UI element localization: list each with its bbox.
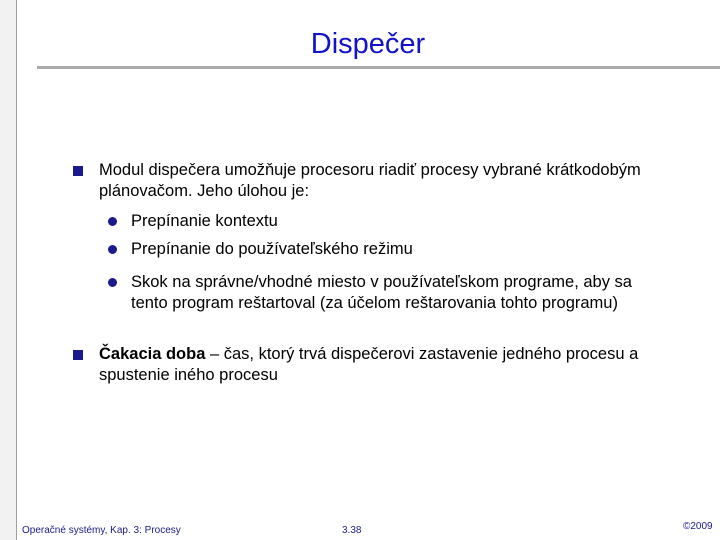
square-bullet-icon	[73, 350, 83, 360]
round-bullet-icon	[108, 245, 117, 254]
round-bullet-icon	[108, 217, 117, 226]
sub-bullet-text-2: Prepínanie do používateľského režimu	[131, 240, 413, 258]
sub-bullet-text-1: Prepínanie kontextu	[131, 212, 278, 230]
sub-bullet-text-3: Skok na správne/vhodné miesto v používateľskom programe, aby sa tento program reštartoval (za účelom reštarovania tohto programu)	[131, 273, 632, 312]
footer-course-label: Operačné systémy, Kap. 3: Procesy	[22, 525, 181, 536]
footer-page-number: 3.38	[342, 525, 362, 536]
bullet-term: Čakacia doba	[99, 345, 206, 363]
footer-copyright: ©2009	[683, 521, 713, 532]
left-margin-bar	[0, 0, 17, 540]
bullet-text-1: Modul dispečera umožňuje procesoru riadiť procesy vybrané krátkodobým plánovačom. Jeho úlohou je:	[99, 161, 641, 200]
round-bullet-icon	[108, 278, 117, 287]
bullet-definition: – čas, ktorý trvá dispečerovi zastavenie jedného procesu a spustenie iného procesu	[99, 345, 639, 384]
bullet-text-2	[99, 344, 689, 386]
square-bullet-icon	[73, 166, 83, 176]
slide-title: Dispečer	[310, 28, 426, 60]
title-divider	[37, 66, 720, 69]
